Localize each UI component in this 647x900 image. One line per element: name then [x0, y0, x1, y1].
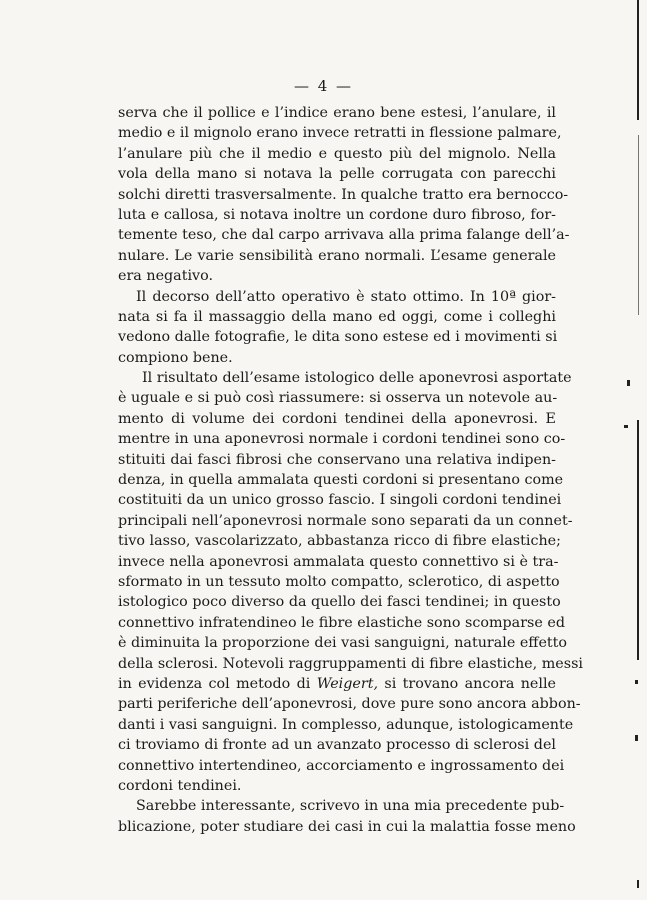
text-line: vola della mano si notava la pelle corrugata con parecchi	[118, 166, 556, 183]
text-line: Il decorso dell’atto operativo è stato ottimo. In 10ª gior-	[136, 288, 556, 305]
page-number: — 4 —	[293, 77, 354, 95]
text-line: connettivo infratendineo le fibre elastiche sono scomparse ed	[118, 614, 565, 631]
text-line: blicazione, poter studiare dei casi in cui la malattia fosse meno	[118, 818, 576, 835]
text-line-with-italic	[118, 674, 556, 694]
text-line: parti periferiche dell’aponevrosi, dove pure sono ancora abbon-	[118, 696, 581, 713]
text-line: era negativo.	[118, 268, 214, 285]
text-line: nata si fa il massaggio della mano ed oggi, come i colleghi	[118, 308, 556, 325]
text-line: cordoni tendinei.	[118, 777, 242, 794]
text-line: tivo lasso, vascolarizzato, abbastanza ricco di fibre elastiche;	[118, 533, 561, 550]
text-line: l’anulare più che il medio e questo più del mignolo. Nella	[118, 145, 556, 162]
text-line: mentre in una aponevrosi normale i cordoni tendinei sono co-	[118, 431, 566, 448]
text-line: invece nella aponevrosi ammalata questo connettivo si è tra-	[118, 553, 559, 570]
text-fragment: in evidenza col metodo di	[118, 675, 311, 692]
text-line: ci troviamo di fronte ad un avanzato processo di sclerosi del	[118, 737, 556, 754]
author-name: Weigert,	[316, 675, 378, 692]
scan-edge-mark	[635, 735, 638, 741]
text-fragment: si trovano ancora nelle	[384, 675, 556, 692]
scan-edge-mark	[635, 680, 638, 684]
text-line: danti i vasi sanguigni. In complesso, adunque, istologicamente	[118, 716, 574, 733]
scan-edge-mark	[624, 425, 628, 428]
body-text	[118, 103, 583, 837]
text-line: costituiti da un unico grosso fascio. I singoli cordoni tendinei	[118, 492, 562, 509]
scan-edge-mark	[627, 380, 630, 386]
text-line: istologico poco diverso da quello dei fasci tendinei; in questo	[118, 594, 561, 611]
scan-edge-mark	[637, 880, 639, 888]
text-line: è uguale e si può così riassumere: si osserva un notevole au-	[118, 390, 558, 407]
text-line: vedono dalle fotografie, le dita sono estese ed i movimenti si	[118, 329, 558, 346]
text-line: nulare. Le varie sensibilità erano normali. L’esame generale	[118, 247, 556, 264]
text-line: mento di volume dei cordoni tendinei della aponevrosi. E	[118, 410, 556, 427]
text-line: connettivo intertendineo, accorciamento e ingrossamento dei	[118, 757, 565, 774]
scan-edge-line	[637, 0, 639, 120]
text-line: temente teso, che dal carpo arrivava alla prima falange dell’a-	[118, 227, 570, 244]
text-line: denza, in quella ammalata questi cordoni si presentano come	[118, 472, 564, 489]
text-line: compiono bene.	[118, 349, 233, 366]
text-line: stituiti dai fasci fibrosi che conservano una relativa indipen-	[118, 451, 556, 468]
text-line: Sarebbe interessante, scrivevo in una mia precedente pub-	[136, 798, 565, 815]
text-line: luta e callosa, si notava inoltre un cordone duro fibroso, for-	[118, 206, 556, 223]
text-line: solchi diretti trasversalmente. In qualche tratto era bernocco-	[118, 186, 569, 203]
text-line: della sclerosi. Notevoli raggruppamenti di fibre elastiche, messi	[118, 655, 583, 672]
scan-edge-line	[638, 135, 639, 315]
text-line: sformato in un tessuto molto compatto, sclerotico, di aspetto	[118, 573, 560, 590]
text-line: medio e il mignolo erano invece retratti in flessione palmare,	[118, 125, 562, 142]
text-line: serva che il pollice e l’indice erano bene estesi, l’anulare, il	[118, 105, 556, 121]
text-line: principali nell’aponevrosi normale sono separati da un connet-	[118, 512, 573, 529]
text-line: è diminuita la proporzione dei vasi sanguigni, naturale effetto	[118, 635, 568, 652]
text-line: Il risultato dell’esame istologico delle aponevrosi asportate	[142, 370, 572, 387]
scan-edge-line	[637, 420, 639, 660]
